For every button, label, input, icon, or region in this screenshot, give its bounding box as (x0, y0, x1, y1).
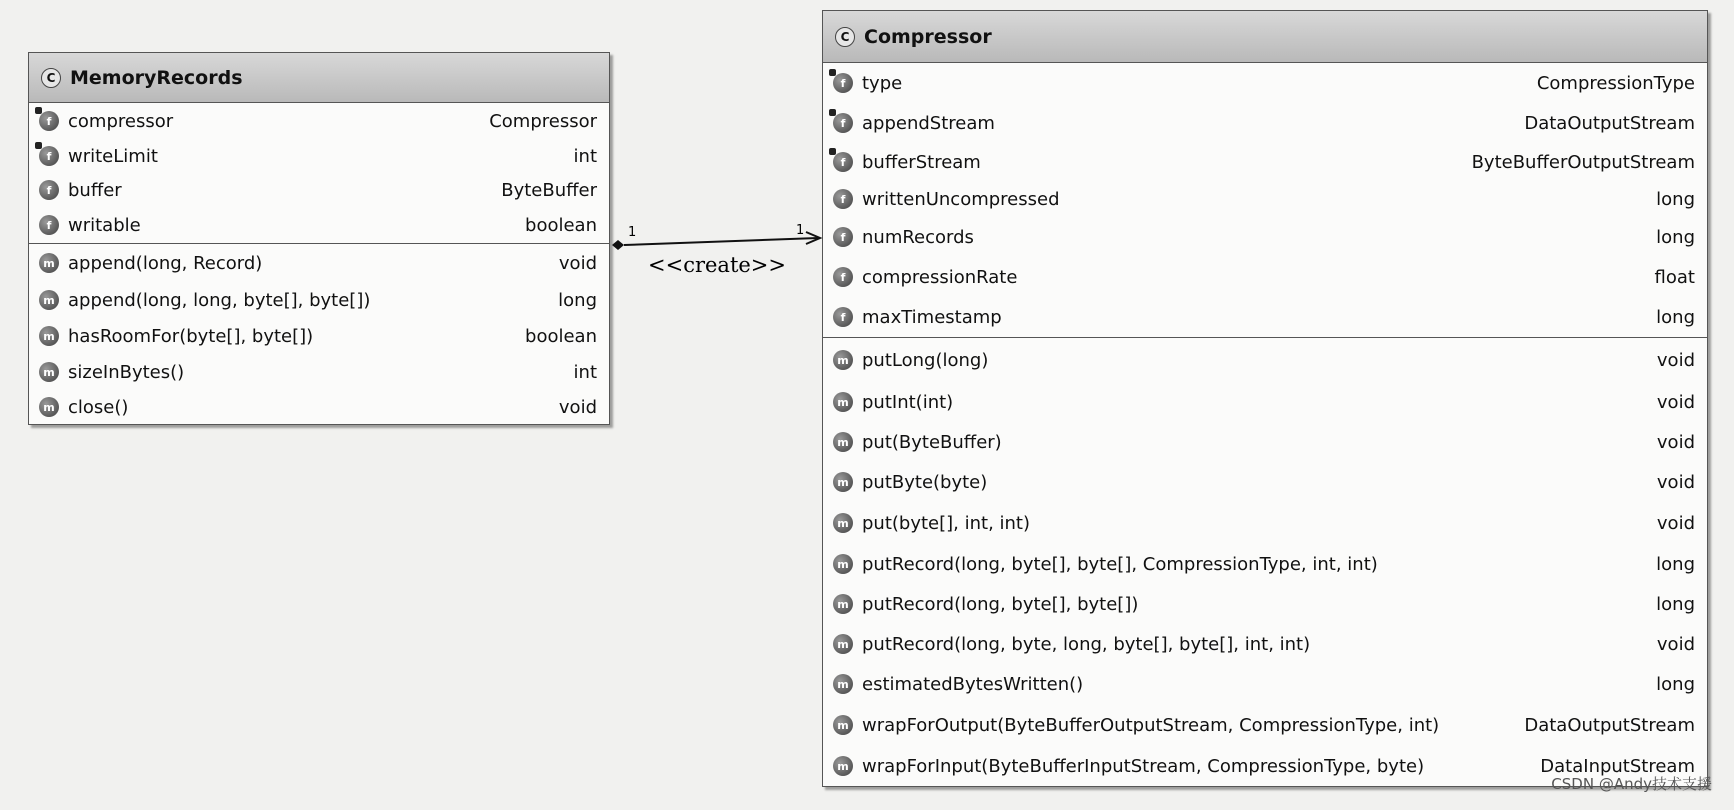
method-icon: m (833, 634, 853, 654)
member-type: long (1656, 673, 1695, 695)
class-name: MemoryRecords (70, 66, 243, 89)
member-name: estimatedBytesWritten() (862, 673, 1084, 695)
member-name: writable (68, 214, 141, 236)
method-icon: m (833, 432, 853, 452)
member-name: putRecord(long, byte[], byte[]) (862, 593, 1139, 615)
member-type: boolean (525, 214, 597, 236)
field-icon: f (833, 189, 853, 209)
member-type: void (1656, 633, 1695, 655)
member-name: append(long, long, byte[], byte[]) (68, 289, 371, 311)
member-name: writeLimit (68, 145, 158, 167)
member-name: writtenUncompressed (862, 188, 1060, 210)
member-name: put(ByteBuffer) (862, 431, 1002, 453)
member-name: putRecord(long, byte, long, byte[], byte[], int, int) (862, 633, 1311, 655)
method-icon: m (833, 756, 853, 776)
field-icon: f (833, 113, 853, 133)
member-type: Compressor (489, 110, 597, 132)
member-type: void (558, 396, 597, 418)
member-type: long (1656, 593, 1695, 615)
field-icon: f (833, 73, 853, 93)
field-icon: f (39, 111, 59, 131)
member-type: int (573, 145, 597, 167)
member-type: long (1656, 226, 1695, 248)
member-name: close() (68, 396, 129, 418)
association-line (624, 238, 818, 245)
class-icon: C (41, 68, 61, 88)
source-multiplicity: 1 (628, 225, 637, 240)
member-name: compressor (68, 110, 174, 132)
member-type: void (1656, 512, 1695, 534)
member-type: DataInputStream (1540, 755, 1695, 777)
member-name: putLong(long) (862, 349, 989, 371)
member-name: numRecords (862, 226, 974, 248)
member-name: hasRoomFor(byte[], byte[]) (68, 325, 314, 347)
member-name: wrapForOutput(ByteBufferOutputStream, CompressionType, int) (862, 714, 1440, 736)
member-type: void (1656, 349, 1695, 371)
stereotype-label: <<create>> (648, 253, 786, 277)
method-icon: m (833, 674, 853, 694)
member-name: putByte(byte) (862, 471, 988, 493)
member-name: appendStream (862, 112, 995, 134)
member-type: void (1656, 471, 1695, 493)
member-type: void (558, 252, 597, 274)
member-type: float (1654, 266, 1695, 288)
method-icon: m (39, 362, 59, 382)
field-icon: f (833, 227, 853, 247)
member-type: ByteBuffer (501, 179, 597, 201)
field-icon: f (833, 267, 853, 287)
member-type: int (573, 361, 597, 383)
member-name: compressionRate (862, 266, 1018, 288)
member-name: wrapForInput(ByteBufferInputStream, CompressionType, byte) (862, 755, 1425, 777)
watermark: CSDN @Andy技术支援 (1551, 775, 1712, 793)
member-type: CompressionType (1536, 72, 1695, 94)
field-icon: f (39, 215, 59, 235)
member-type: DataOutputStream (1524, 714, 1695, 736)
field-icon: f (833, 307, 853, 327)
member-type: ByteBufferOutputStream (1471, 151, 1695, 173)
method-icon: m (833, 513, 853, 533)
method-icon: m (39, 326, 59, 346)
field-icon: f (39, 180, 59, 200)
member-name: sizeInBytes() (68, 361, 185, 383)
method-icon: m (39, 290, 59, 310)
method-icon: m (833, 594, 853, 614)
target-multiplicity: 1 (796, 223, 805, 238)
member-name: put(byte[], int, int) (862, 512, 1031, 534)
member-type: DataOutputStream (1524, 112, 1695, 134)
method-icon: m (833, 715, 853, 735)
field-icon: f (39, 146, 59, 166)
member-name: putRecord(long, byte[], byte[], CompressionType, int, int) (862, 553, 1378, 575)
method-icon: m (833, 472, 853, 492)
member-type: void (1656, 391, 1695, 413)
member-type: long (1656, 553, 1695, 575)
composition-diamond (612, 240, 624, 250)
member-type: long (1656, 306, 1695, 328)
class-icon: C (835, 27, 855, 47)
member-type: long (1656, 188, 1695, 210)
member-name: type (862, 72, 903, 94)
method-icon: m (833, 350, 853, 370)
member-type: boolean (525, 325, 597, 347)
member-type: long (558, 289, 597, 311)
method-icon: m (833, 554, 853, 574)
method-icon: m (39, 253, 59, 273)
class-name: Compressor (864, 25, 992, 48)
member-name: putInt(int) (862, 391, 954, 413)
member-name: append(long, Record) (68, 252, 263, 274)
member-name: buffer (68, 179, 122, 201)
method-icon: m (833, 392, 853, 412)
method-icon: m (39, 397, 59, 417)
field-icon: f (833, 152, 853, 172)
member-type: void (1656, 431, 1695, 453)
member-name: maxTimestamp (862, 306, 1002, 328)
member-name: bufferStream (862, 151, 981, 173)
